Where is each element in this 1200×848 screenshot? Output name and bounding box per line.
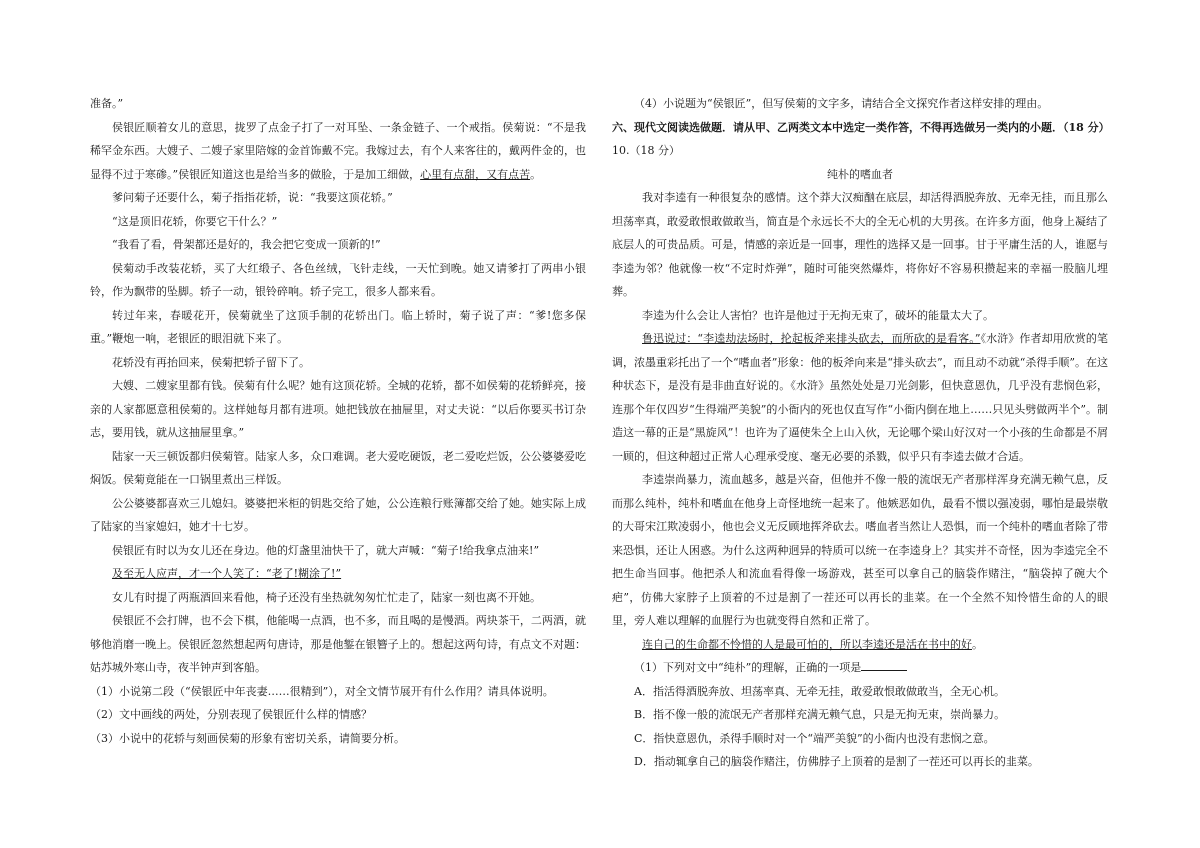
answer-blank [861, 660, 907, 671]
paragraph-text: 《水浒》作者却用欣赏的笔调，浓墨重彩托出了一个“嗜血者”形象：他的板斧向来是“排头砍去”，而且动不动就“杀得手顺”。在这种状态下，是没有是非曲直好说的。《水浒》虽然处处是刀光剑影，但快意恩仇，几乎没有悲悯色彩，连那个年仅四岁“生得端严美貌”的小衙内的死也仅直写作“小衙内倒在地上……只见头劈做两半个”。制造这一幕的正是“黑旋风”！也许为了逼使朱仝上山入伙，无论哪个梁山好汉对一个小孩的生命都是不屑一顾的，但这种超过正常人心理承受度、毫无必要的杀戮，似乎只有李逵去做才合适。 [612, 332, 1108, 463]
paragraph: “我看了看，骨架都还是好的，我会把它变成一顶新的!” [112, 238, 381, 251]
paragraph: 公公婆婆都喜欢三儿媳妇。婆婆把米柜的钥匙交给了她，公公连粮行账簿都交给了她。她实际上成了陆家的当家媳妇，她才十七岁。 [90, 496, 586, 533]
question-3: （3）小说中的花轿与刻画侯菊的形象有密切关系，请简要分析。 [90, 731, 405, 745]
question-number: 10.（18 分） [612, 144, 680, 157]
underlined-text: 心里有点甜，又有点苦 [420, 167, 531, 181]
paragraph: 侯菊动手改装花轿，买了大红缎子、各色丝绒，飞针走线，一天忙到晚。她又请爹打了两串小银铃，作为飘带的坠脚。轿子一动，银铃碎响。轿子完工，很多人都来看。 [90, 261, 586, 298]
paragraph-text: 。 [972, 637, 983, 651]
paragraph: “这是顶旧花轿，你要它干什么？” [112, 214, 278, 228]
paragraph [612, 327, 1108, 468]
section-heading: 六、现代文阅读选做题．请从甲、乙两类文本中选定一类作答，不得再选做另一类内的小题．（18 分） [612, 120, 1110, 134]
underlined-text: 及至无人应声，才一个人笑了：“老了!糊涂了!” [112, 567, 342, 580]
paragraph-text: 。 [530, 167, 542, 181]
question-1: （1）小说第二段（“侯银匠中年丧妻……很精到”），对全文情节展开有什么作用？请具体说明。 [90, 684, 554, 698]
sub-question-text: （1）下列对文中“纯朴”的理解，正确的一项是 [634, 661, 862, 674]
option-a: A．指活得酒脱奔放、坦荡率真、无牵无挂，敢爱敢恨敢做敢当，全无心机。 [634, 684, 1005, 698]
paragraph [612, 633, 1108, 657]
paragraph: 侯银匠有时以为女儿还在身边。他的灯盏里油快干了，就大声喊：“菊子!给我拿点油来!” [112, 543, 540, 557]
question-4: （4）小说题为“侯银匠”，但写侯菊的文字多，请结合全文探究作者这样安排的理由。 [634, 97, 1049, 110]
paragraph [90, 562, 586, 586]
paragraph: 爹问菊子还要什么，菊子指指花轿，说：“我要这顶花轿。” [112, 191, 393, 204]
paragraph [90, 116, 586, 187]
sub-question-1 [612, 656, 1108, 680]
paragraph: 陆家一天三顿饭都归侯菊管。陆家人多，众口难调。老大爱吃硬饭，老二爱吃烂饭，公公婆婆爱吃焖饭。侯菊竟能在一口锅里煮出三样饭。 [90, 449, 586, 486]
option-b: B．指不像一般的流氓无产者那样充满无赖气息，只是无拘无束，崇尚暴力。 [634, 708, 1006, 721]
option-d: D．指动辄拿自己的脑袋作赌注，仿佛脖子上顶着的是割了一茬还可以再长的韭菜。 [634, 755, 1039, 768]
paragraph-text: 侯银匠顺着女儿的意思，拢罗了点金子打了一对耳坠、一条金链子、一个戒指。侯菊说：“不是我稀罕金东西。大嫂子、二嫂子家里陪嫁的金首饰戴不完。我嫁过去，有个人来客往的，戴两件金的，也显得不过于寒碜。”侯银匠知道这也是给当多的做脸，于是加工细做， [90, 120, 586, 181]
paragraph: 李逵崇尚暴力，流血越多，越是兴奋，但他并不像一般的流氓无产者那样浑身充满无赖气息，反而那么纯朴，纯朴和嗜血在他身上奇怪地统一起来了。他嫉恶如仇，最看不惯以强凌弱，哪怕是最崇敬的大哥宋江欺凌弱小，他也会义无反顾地挥斧砍去。嗜血者当然让人恐惧，而一个纯朴的嗜血者除了带来恐惧，还让人困惑。为什么这两种迥异的特质可以统一在李逵身上？其实并不奇怪，因为李逵完全不把生命当回事。他把杀人和流血看得像一场游戏，甚至可以拿自己的脑袋作赌注，“脑袋掉了碗大个疤”，仿佛大家脖子上顶着的不过是割了一茬还可以再长的韭菜。在一个全然不知怜惜生命的人的眼里，旁人难以理解的血腥行为也就变得自然和正常了。 [612, 473, 1108, 627]
paragraph: 转过年来，春暖花开，侯菊就坐了这顶手制的花轿出门。临上轿时，菊子说了声：“爹!您多保重。”鞭炮一响，老银匠的眼泪就下来了。 [90, 308, 586, 345]
right-column [612, 92, 1108, 774]
paragraph: 准备。” [90, 97, 124, 110]
paragraph: 我对李逵有一种很复杂的感情。这个莽大汉痴酗在底层，却活得酒脱奔放、无牵无挂，而且那么坦荡率真，敢爱敢恨敢做敢当，简直是个永远长不大的全无心机的大男孩。在许多方面，他身上凝结了底层人的可贵品质。可是，情感的亲近是一回事，理性的选择又是一回事。甘于平庸生活的人，谁愿与李逵为邻？他就像一枚“不定时炸弹”，随时可能突然爆炸，将你好不容易积攒起来的幸福一股脑儿埋葬。 [612, 191, 1108, 298]
left-column [90, 92, 586, 750]
paragraph: 大嫂、二嫂家里都有钱。侯菊有什么呢？她有这顶花轿。全城的花轿，都不如侯菊的花轿鲜亮，接亲的人家都愿意租侯菊的。这样她每月都有进项。她把钱放在抽屉里，对丈夫说：“以后你要买书订杂志，要用钱，就从这抽屉里拿。” [90, 379, 586, 439]
paragraph: 女儿有时提了两瓶酒回来看他，椅子还没有坐热就匆匆忙忙走了，陆家一刻也离不开她。 [112, 590, 541, 604]
article-title: 纯朴的嗜血者 [827, 167, 893, 181]
paragraph: 花轿没有再抬回来，侯菊把轿子留下了。 [112, 355, 310, 369]
paragraph: 李逵为什么会让人害怕？也许是他过于无拘无束了，破坏的能量太大了。 [642, 308, 994, 322]
question-2: （2）文中画线的两处，分别表现了侯银匠什么样的情感？ [90, 708, 372, 721]
underlined-text: 鲁迅说过：“李逵劫法场时，抡起板斧来排头砍去，而所砍的是看客。” [642, 332, 981, 345]
underlined-text: 连自己的生命都不怜惜的人是最可怕的，所以李逵还是活在书中的好 [642, 637, 972, 651]
paragraph: 侯银匠不会打牌，也不会下棋，他能喝一点酒，也不多，而且喝的是慢酒。两块茶干，二两酒，就够他消磨一晚上。侯银匠忽然想起两句唐诗，那是他錾在银簪子上的。想起这两句诗，有点文不对题：姑苏城外寒山寺，夜半钟声到客船。 [90, 614, 586, 674]
option-c: C．指快意恩仇，杀得手顺时对一个“端严美貌”的小衙内也没有悲悯之意。 [634, 731, 995, 745]
